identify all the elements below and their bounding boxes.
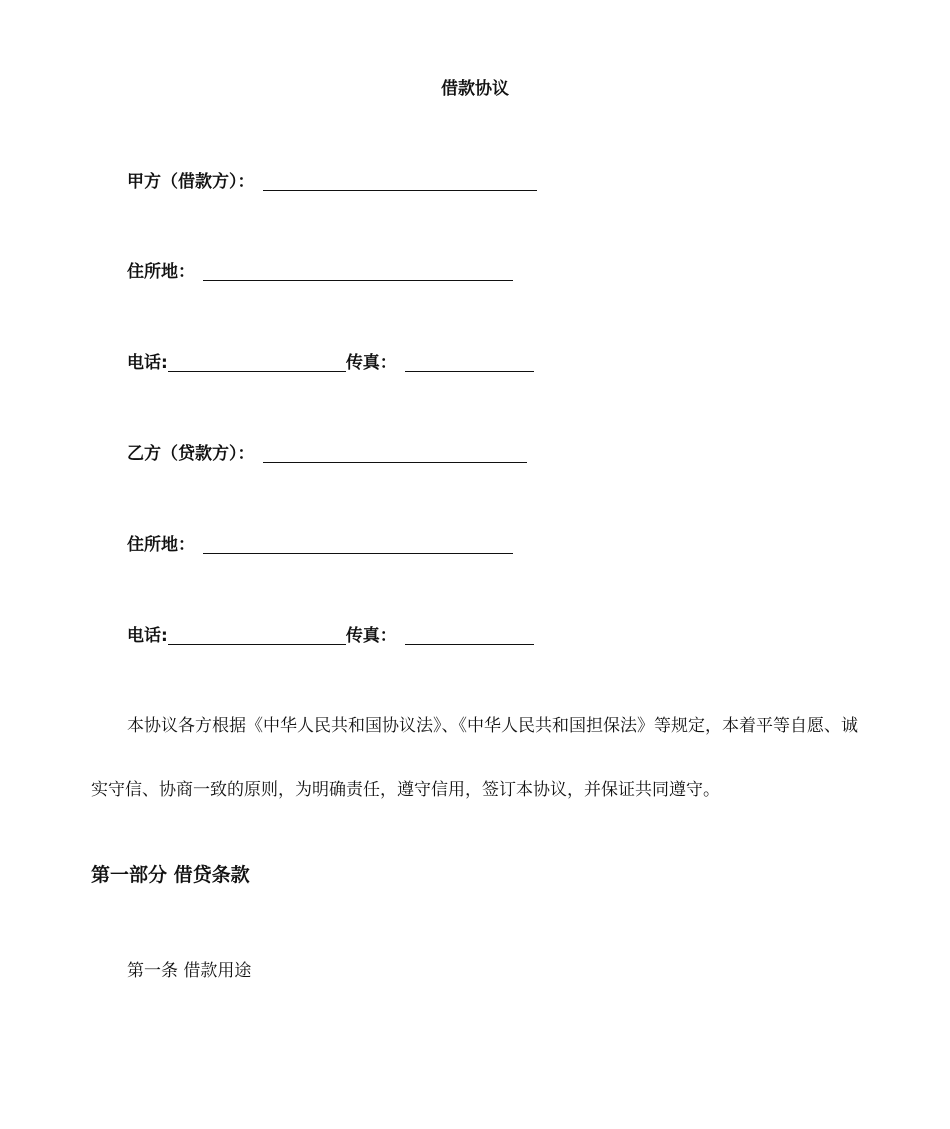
party-a-contact-field: [127, 349, 534, 375]
party-a-fax-blank[interactable]: [405, 351, 534, 372]
party-b-contact-field: [127, 622, 534, 648]
party-b-address-label: 住所地：: [127, 535, 195, 555]
article-heading: 第一条 借款用途: [127, 961, 252, 981]
party-a-phone-blank[interactable]: [168, 351, 346, 372]
party-b-address-blank[interactable]: [203, 533, 513, 554]
party-b-fax-blank[interactable]: [405, 624, 534, 645]
party-a-address-field: [127, 258, 513, 284]
party-b-address-field: [127, 531, 513, 557]
party-a-address-blank[interactable]: [203, 260, 513, 281]
party-a-name-blank[interactable]: [263, 170, 537, 191]
party-a-address-label: 住所地：: [127, 262, 195, 282]
party-b-phone-label: 电话:: [127, 626, 168, 646]
party-a-label: 甲方（借款方）：: [127, 172, 255, 192]
party-a-fax-label: 传真：: [345, 353, 397, 373]
party-b-phone-blank[interactable]: [168, 624, 346, 645]
preamble-paragraph: 本协议各方根据《中华人民共和国协议法》、《中华人民共和国担保法》等规定，本着平等自愿、诚实守信、协商一致的原则，为明确责任，遵守信用，签订本协议，并保证共同遵守。: [91, 716, 858, 800]
document-title: 借款协议: [441, 79, 509, 99]
party-b-label: 乙方（贷款方）：: [127, 444, 255, 464]
party-b-name-blank[interactable]: [263, 442, 527, 463]
section-heading: 第一部分 借贷条款: [91, 864, 250, 886]
party-a-name-field: [127, 168, 537, 194]
party-b-fax-label: 传真：: [345, 626, 397, 646]
party-a-phone-label: 电话:: [127, 353, 168, 373]
party-b-name-field: [127, 440, 527, 466]
